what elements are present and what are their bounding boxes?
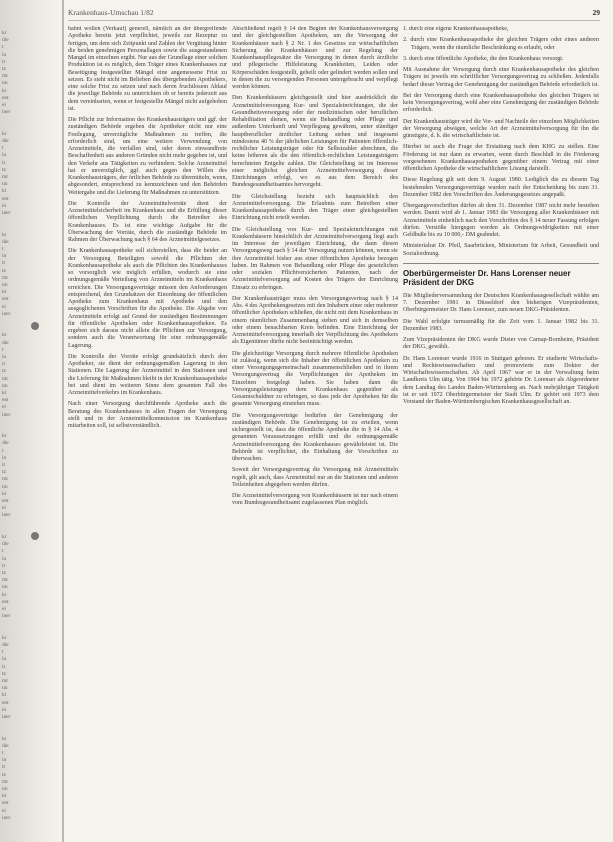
- paragraph: Der Krankenhausträger muss den Versorgungsvertrag nach § 14 Abs. 4 des Apothekengesetzes mit den Inhabern einer oder mehrerer öffentlicher Apotheken schließen, die nicht mit dem Krankenhaus in einem räumlichen Zusammenhang stehen und sich in demselben oder einem benachbarten Kreis befinden. Eine Einrichtung der Arzneimittelversorgung innerhalb der Verpflichtung des Apothekers als Eigentümer dürfte nicht beeinträchtigt werden.: [232, 295, 398, 346]
- gutter-text-fragment: kt: [2, 87, 7, 94]
- paragraph: Den Krankenhäusern gleichgestellt sind hier ausdrücklich die Arzneimittelversorgung Kur- und Spezialeinrichtungen, die der Gesundheitsversorgung oder der medizinischen oder beruflichen Rehabilitation dienen, wenn sie Behandlung oder Pflege und außerdem Unterkunft und Verpflegung gewähren, unter ständiger hauptberuflicher ärztlicher Leitung stehen und insgesamt mindestens 40 % der jährlichen Leistungen für Patienten öffentlich-rechtlicher Leistungsträger oder für Selbstzahler abrechnen, die keine höheren als die den öffentlich-rechtlichen Leistungsträgern berechneten Entgelte zahlen. Die Gleichstellung ist im Interesse einer möglichst gleichen Arzneimittelversorgung dieser Einrichtungen erfolgt, wo es aus dem Bereich des Bundesgesundheitsamtes hervorgeht.: [232, 95, 398, 189]
- gutter-text-fragment: nn: [2, 181, 8, 188]
- paragraph: Bei der Versorgung durch eine Krankenhausapotheke des gleichen Trägers ist kein Versorgungsvertrag, wohl aber eine Genehmigung der zuständigen Behörde erforderlich.: [403, 92, 599, 114]
- gutter-text-fragment: ei: [2, 505, 6, 512]
- gutter-text-fragment: kr: [2, 30, 7, 36]
- gutter-text-fragment: mt: [2, 678, 8, 684]
- gutter-text-fragment: kt: [2, 793, 7, 800]
- gutter-text-fragment: mt: [2, 778, 8, 785]
- list-item: 2. durch eine Krankenhausapotheke der gleichen Trägers oder eines anderen Trägers, wenn die räumliche Beschränkung es erlaubt, oder: [403, 37, 599, 51]
- gutter-text-fragment: tz: [2, 771, 6, 778]
- gutter-text-fragment: die: [2, 742, 9, 749]
- gutter-text-fragment: iner: [2, 814, 11, 821]
- gutter-text-fragment: ent: [2, 296, 9, 303]
- gutter-text-fragment: kr: [2, 735, 7, 742]
- paragraph: Zum Vizepräsidenten der DKG wurde Dieter von Carnap-Bornheim, Präsident der DKG, gewählt.: [403, 337, 599, 351]
- gutter-text-fragment: ei: [2, 807, 6, 814]
- gutter-text-fragment: iner: [2, 714, 11, 720]
- article-headline: Oberbürgermeister Dr. Hans Lorenser neuer Präsident der DKG: [403, 268, 571, 288]
- gutter-text-fragment: kr: [2, 534, 7, 540]
- gutter-text-fragment: ent: [2, 195, 9, 202]
- gutter-text-fragment: iner: [2, 613, 11, 620]
- column-right: [403, 26, 599, 838]
- column-left: [68, 26, 227, 838]
- paragraph: bahnt wollen (Verkauf) generell, nämlich an der übergreifende Apotheke bereits jetzt verpflichtet, jeweils zur Rezeptur zu fertigen, um dem sich Zeitpunkt und Zahlen der Vergütung hinter die beiden genehmigen Personallagen sowie die ausgestandenen Mangel im einzelnen ergibt. Nur aus der Grundlage einer solchen Produktion ist es möglich, dem Träger eines Krankenhauses zur Beseitigung festgestellter Mängel eine angemessene Frist zu setzen. Es steht nicht im Belieben des übergebenden Apothekers, eine solche Frist zu setzen und nach deren fruchtlosem Ablauf die jeweilige Behörde zu unterrichten ob er bereits jederzeit aus dem vereinbarten, wenn er festgestellte Mängel nicht aufgehoben ist.: [68, 26, 227, 112]
- gutter-text-fragment: in: [2, 757, 7, 764]
- paragraph: Mit Ausnahme der Versorgung durch eine Krankenhausapotheke des gleichen Trägers ist jeweils ein schriftlicher Versorgungsvertrag zu schließen. Jedenfalls bedarf dieser Vertrag der Genehmigung der zuständigen Behörde erforderlich ist.: [403, 67, 599, 88]
- gutter-text-fragment: die: [2, 339, 9, 346]
- gutter-text-fragment: ei: [2, 404, 6, 411]
- paragraph: Die Wahl erfolgte turnusmäßig für die Zeit vom 1. Januar 1982 bis 31. Dezember 1983.: [403, 318, 599, 332]
- gutter-text-fragment: tz: [2, 570, 6, 576]
- page-number: 29: [592, 8, 600, 17]
- gutter-text-fragment: t: [2, 649, 4, 656]
- gutter-text-fragment: kt: [2, 490, 7, 497]
- paragraph: Diese Regelung gilt seit dem 9. August 1980. Lediglich die zu diesem Tag bestehenden Versorgungsverträge wurden nach der Entscheidung bis zum 31. Dezember 1982 den Vorschriften des Änderungsgesetzes angepaßt.: [403, 177, 599, 198]
- paragraph: Dr. Hans Lorenser wurde 1916 in Stuttgart geboren. Er studierte Wirtschafts- und Rechtswissenschaften und promovierte zum Doktor der Wirtschaftswissenschaften. Ab April 1967 war er in der Verwaltung beim Landkreis Ulm tätig. Von 1964 bis 1972 gehörte Dr. Lorenser als Abgeordneter dem Landtag des Landes Baden-Württemberg an. Nach mehrjähriger Tätigkeit ist er seit 1972 Oberbürgermeister der Stadt Ulm. Er gehört seit 1973 dem Vorstand der Baden-Württembergischen Krankenhausgesellschaft an.: [403, 355, 599, 405]
- gutter-text-fragment: die: [2, 440, 9, 447]
- gutter-text-fragment: ei: [2, 303, 6, 310]
- gutter-text-fragment: t: [2, 44, 4, 51]
- gutter-text-fragment: in: [2, 555, 7, 562]
- gutter-text-fragment: t: [2, 750, 4, 756]
- gutter-text-fragment: ei: [2, 706, 6, 713]
- binding-hole-icon: [31, 322, 39, 330]
- gutter-text-fragment: nn: [2, 483, 8, 490]
- paragraph: Die Kontrolle der Arzneimittelvorräte dient der Arzneimittelsicherheit im Krankenhaus und die Erfüllung dieser öffentlichen Verpflichtung durch die Betreiber des Krankenhauses. Es ist eine wichtige Aufgabe für die Überwachung der Vorräte, durch die zuständige Behörde im Rahmen der Überwachung nach § 64 des Arzneimittelgesetzes.: [68, 200, 227, 243]
- gutter-text-fragment: nn: [2, 786, 8, 792]
- gutter-text-fragment: ei: [2, 102, 6, 108]
- gutter-text-fragment: kt: [2, 289, 7, 296]
- journal-title: Krankenhaus-Umschau 1/82: [68, 8, 154, 17]
- gutter-text-fragment: ent: [2, 598, 9, 605]
- gutter-text-fragment: kr: [2, 433, 7, 440]
- page-spine: [62, 0, 64, 842]
- gutter-text-fragment: it: [2, 764, 5, 771]
- header-rule: [68, 20, 600, 21]
- column-middle: [232, 26, 398, 766]
- gutter-text-fragment: in: [2, 51, 7, 58]
- gutter-text-fragment: t: [2, 548, 4, 555]
- paragraph: Die Gleichstellung bezieht sich hauptsächlich den Arzneimittelversorgung. Die Erlaubnis zum Betreiben einer Krankenhausapotheke durch den Träger einer gleichgestellten Einrichtung nicht erteilt werden.: [232, 193, 398, 222]
- gutter-text-fragment: tz: [2, 368, 6, 375]
- paragraph: Übergangsvorschriften dürfen ab dem 31. Dezember 1987 nicht mehr bestehen werden. Damit wird ab 1. Januar 1983 die Versorgung aller Krankenhäuser mit Arzneimitteln einheitlich nach den Vorschriften des § 14 neuer Fassung erfolgen dürfen. Verstöße hiergegen werden als Ordnungswidrigkeiten mit einer Geldbuße bis zu 10 000,- DM geahndet.: [403, 203, 599, 238]
- paragraph: Nach einer Versorgung durchführende Apotheke auch die Beratung des Krankenhauses in allen Fragen der Versorgung stellt und in der Arzneimittelkommission im Krankenhaus mitarbeiten soll, ist selbstverständlich.: [68, 401, 227, 429]
- book-gutter: [0, 0, 62, 842]
- paragraph: Der Krankenhausträger wird die Vor- und Nachteile der einzelnen Möglichkeiten der Versorgung abwägen, welche Art der Arzneimittelversorgung für ihn die günstigste, d. h. die wirtschaftlichste ist.: [403, 118, 599, 139]
- gutter-text-fragment: kr: [2, 130, 7, 137]
- gutter-text-fragment: mt: [2, 274, 8, 281]
- gutter-text-fragment: ent: [2, 94, 9, 101]
- paragraph: Die Gleichstellung von Kur- und Spezialeinrichtungen mit Krankenhäusern hinsichtlich der Arzneimittelversorgung liegt auch im Interesse der jeweiligen Einrichtung, die dann diesen Versorgungsweg nach § 14 der Versorgung nutzen können, wenn sie ihre Arzneimittel bisher aus einer öffentlichen Apotheke bezogen haben. Im Rahmen von Behandlung oder Pflege des gesetzlichen oder sozialen Pflichtversicherten Patienten, nach der Arzneimittelversorgung auf Kosten des Trägers der Einrichtung Einsatz zu erbringen.: [232, 226, 398, 291]
- gutter-text-fragment: kr: [2, 231, 7, 238]
- paragraph: Die Kontrolle der Vorräte erfolgt grundsätzlich durch den Apotheker, sie dient der ordnungsgemäßen Lagerung in den Stationen. Die Lagerung der Arzneimittel in den Stationen und die Lieferung für Maßnahmen bleibt in der Krankenhausapotheke bei und dient im weiteren Sinne dem gesamten Fall des Arzneimittelverkehrs im Krankenhaus.: [68, 353, 227, 396]
- author-signature: Ministerialrat Dr. Pfeil, Saarbrücken, Ministerium für Arbeit, Gesundheit und Sozialordnung.: [403, 243, 599, 257]
- paragraph: Hierbei ist auch die Frage der Erstattung nach dem KHG zu stellen. Eine Förderung ist nur dann zu erwarten, wenn durch Beschluß in die Förderung vorgesehenen Krankenhausapotheken gegenüber einem Vertrag mit einer öffentlichen Apotheke die wirtschaftlichere Lösung darstellt.: [403, 144, 599, 172]
- gutter-text-fragment: nn: [2, 80, 8, 87]
- gutter-text-fragment: it: [2, 663, 5, 670]
- gutter-text-fragment: in: [2, 454, 7, 461]
- gutter-text-fragment: in: [2, 152, 7, 159]
- binding-hole-icon: [31, 532, 39, 540]
- list-item: 1. durch eine eigene Krankenhausapotheke,: [403, 26, 509, 32]
- gutter-text-fragment: ent: [2, 800, 9, 807]
- gutter-text-fragment: iner: [2, 210, 11, 216]
- gutter-text-fragment: it: [2, 562, 5, 569]
- paragraph: Die Krankenhausapotheke soll sicherstellen, dass die beider an der Versorgung Beteiligten sowohl die Pflichten der Krankenhausapotheke als auch die Pflichten des Krankenhauses so vorsorglich wie möglich erfüllen, wodurch sie eine ordnungsgemäße Verteilung von Arzneimitteln im Krankenhaus erreichen. Die Versorgungsverträge müssen den Anforderungen entsprechend, den Grundsätzen der Einordnung der öffentlichen Apotheke zum Krankenhaus mit Apotheke und den ausgeglichenen Vorschriften für die Apotheke. Die Abgabe von Arzneimitteln erfolgt auf Grund der zuständigen Bestimmungen für öffentliche Apotheken oder Krankenhausapotheken. Es ergeben sich daraus nicht allein die Pflichten zur Versorgung, sondern auch die Verantwortung für eine ordnungsgemäße Lagerung.: [68, 248, 227, 349]
- paragraph: Die Versorgungsverträge bedürfen der Genehmigung der zuständigen Behörde. Die Genehmigung ist zu erteilen, wenn sichergestellt ist, dass die öffentliche Apotheke die in § 14 Abs. 4 genannten Voraussetzungen erfüllt und die ordnungsgemäße Arzneimittelversorgung des Krankenhauses gewährleistet ist. Die Behörde ist verpflichtet, die Einhaltung der Vorschriften zu überwachen.: [232, 412, 398, 462]
- gutter-text-fragment: t: [2, 346, 4, 353]
- paragraph: Die Pflicht zur Information des Krankenhausträgers und ggf. der zuständigen Behörde ergeben die Apotheker nicht nur eine Festlegung, unverzügliche Maßnahmen zu treffen, die erforderlich sind, um eine weitere Verwendung von Arzneimitteln, die verfallen sind, oder deren einwandfreie Beschaffenheit aus anderen Gründen nicht mehr gegeben ist, und den Verkehr aus Tätigkeiten zu verhindern. Solche Arzneimittel hat er unverzüglich, ggf. auch gegen den Willen des Krankenhausträgers, der örtlichen Behörde zu übermitteln, wenn, abgesondert, entsprechend zu kennzeichnen und den Behörden Weitergabe und die Lieferung für Maßnahmen zu unterstützen.: [68, 117, 227, 196]
- gutter-text-fragment: die: [2, 238, 9, 245]
- gutter-text-fragment: nn: [2, 282, 8, 288]
- gutter-text-fragment: mt: [2, 174, 8, 180]
- gutter-text-fragment: in: [2, 656, 7, 663]
- gutter-text-fragment: mt: [2, 375, 8, 382]
- paragraph: Abschließend regelt § 14 den Beginn der Krankenhausversorgung und der gleichgestellten Apotheken, um die Versorgung der Krankenhäuser nach § 2 Nr. 1 des Gesetzes zur wirtschaftlichen Sicherung der Krankenhäuser und zur Regelung der Krankenhauspflegesätze die Versorgung in denen durch ärztliche und pflegerische Hilfeleistung Krankheiten, Leiden oder Körperschäden festgestellt, geheilt oder gelindert werden sollen und in denen die zu versorgenden Personen untergebracht und verpflegt werden können.: [232, 26, 398, 90]
- gutter-text-fragment: it: [2, 159, 5, 166]
- gutter-text-fragment: die: [2, 541, 9, 548]
- paragraph: Die Arzneimittelversorgung von Krankenhäusern ist nur nach einem vom Bundesgesundheitsamt zugelassenen Plan möglich.: [232, 493, 398, 507]
- gutter-text-fragment: mt: [2, 476, 8, 483]
- gutter-text-fragment: kr: [2, 332, 7, 339]
- running-header: [68, 8, 606, 20]
- gutter-text-fragment: nn: [2, 382, 8, 389]
- gutter-text-fragment: in: [2, 354, 7, 360]
- gutter-text-fragment: mt: [2, 577, 8, 584]
- gutter-text-fragment: ent: [2, 397, 9, 404]
- paragraph: Soweit der Versorgungsvertrag die Versorgung mit Arzneimitteln regelt, gilt auch, dass Arzneimittel nur an die Stationen und anderen Teileinheiten abgegeben werden dürfen.: [232, 467, 398, 488]
- gutter-text-fragment: kr: [2, 634, 7, 641]
- gutter-text-fragment: iner: [2, 411, 11, 418]
- gutter-text-fragment: kt: [2, 188, 7, 195]
- gutter-text-fragment: ent: [2, 699, 9, 706]
- gutter-text-fragment: tz: [2, 166, 6, 173]
- gutter-text-fragment: tz: [2, 66, 6, 72]
- gutter-text-fragment: kt: [2, 591, 7, 598]
- gutter-text-fragment: it: [2, 462, 5, 468]
- gutter-text-fragment: ei: [2, 202, 6, 209]
- gutter-text-fragment: mt: [2, 73, 8, 80]
- gutter-text-fragment: ent: [2, 498, 9, 504]
- gutter-text-fragment: kt: [2, 390, 7, 396]
- gutter-text-fragment: die: [2, 138, 9, 144]
- gutter-text-fragment: it: [2, 58, 5, 65]
- gutter-text-fragment: tz: [2, 670, 6, 677]
- gutter-text-fragment: t: [2, 145, 4, 152]
- gutter-text-fragment: ei: [2, 606, 6, 612]
- gutter-text-fragment: iner: [2, 512, 11, 519]
- gutter-text-fragment: nn: [2, 685, 8, 692]
- gutter-text-fragment: tz: [2, 469, 6, 476]
- gutter-text-fragment: it: [2, 361, 5, 368]
- gutter-text-fragment: it: [2, 260, 5, 267]
- gutter-text-fragment: die: [2, 37, 9, 44]
- section-divider: [403, 263, 599, 264]
- gutter-text-fragment: t: [2, 246, 4, 252]
- gutter-text-fragment: nn: [2, 584, 8, 591]
- gutter-text-fragment: iner: [2, 109, 11, 116]
- gutter-text-fragment: kt: [2, 692, 7, 699]
- gutter-text-fragment: die: [2, 642, 9, 648]
- gutter-text-fragment: in: [2, 253, 7, 260]
- gutter-text-fragment: tz: [2, 267, 6, 274]
- gutter-text-fragment: t: [2, 447, 4, 454]
- list-item: 3. durch eine öffentliche Apotheke, die den Krankenhaus versorgt.: [403, 55, 564, 62]
- gutter-text-fragment: iner: [2, 310, 11, 317]
- paragraph: Die Mitgliederversammlung der Deutschen Krankenhausgesellschaft wählte am 7. Dezember 1981 in Düsseldorf den bisherigen Vizepräsidenten, Oberbürgermeister Dr. Hans Lorenser, zum neuen DKG-Präsidenten.: [403, 292, 599, 314]
- paragraph: Die gleichzeitige Versorgung durch mehrere öffentliche Apotheken ist zulässig, wenn sich die Inhaber der öffentlichen Apotheken zu einer Versorgungsgemeinschaft zusammenschließen und in ihrem Versorgungsvertrag die Verpflichtungen der Apotheken im Einzelnen festgelegt haben. Sie haben dann die Versorgungsleistungen dem Krankenhaus gegenüber als Gesamtschuldner zu erbringen, so dass jede der Apotheken für die gesamte Versorgung einstehen muss.: [232, 350, 398, 408]
